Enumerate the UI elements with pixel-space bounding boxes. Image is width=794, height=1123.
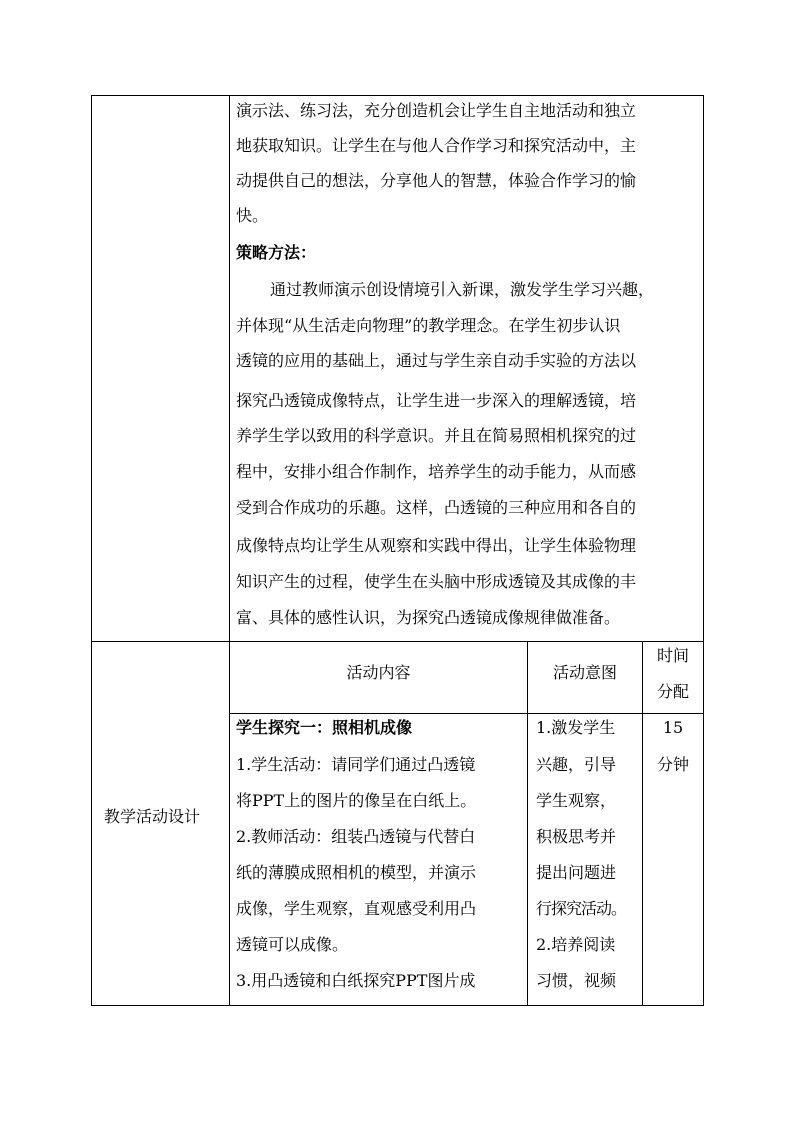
table-top-border	[91, 95, 703, 96]
content-line: 成像，学生观察，直观感受利用凸	[236, 899, 477, 918]
strategy-heading: 策略方法：	[236, 243, 317, 262]
paragraph-line: 快。	[236, 206, 269, 225]
intent-line: 积极思考并	[536, 827, 617, 846]
strategy-line: 探究凸透镜成像特点，让学生进一步深入的理解透镜，培	[236, 391, 637, 410]
intent-line: 2.培养阅读	[536, 935, 616, 954]
strategy-line: 受到合作成功的乐趣。这样，凸透镜的三种应用和各自的	[236, 498, 637, 517]
time-value: 15	[662, 718, 684, 737]
strategy-line: 透镜的应用的基础上，通过与学生亲自动手实验的方法以	[236, 351, 637, 370]
header-activity-content: 活动内容	[346, 663, 411, 682]
content-line: 透镜可以成像。	[236, 935, 349, 954]
content-line: 纸的薄膜成照相机的模型，并演示	[236, 863, 477, 882]
strategy-line: 富、具体的感性认识，为探究凸透镜成像规律做准备。	[236, 608, 621, 627]
intent-line: 1.激发学生	[536, 718, 616, 737]
intent-line: 兴趣，引导	[536, 755, 617, 774]
header-activity-intent: 活动意图	[552, 663, 617, 682]
table-left-border	[91, 95, 92, 1006]
intent-line: 提出问题进	[536, 863, 617, 882]
content-heading: 学生探究一：照相机成像	[236, 718, 413, 737]
content-line: 3.用凸透镜和白纸探究PPT图片成	[236, 971, 476, 990]
paragraph-line: 动提供自己的想法，分享他人的智慧，体验合作学习的愉	[236, 171, 637, 190]
table-bottom-border	[91, 1005, 703, 1006]
strategy-line: 知识产生的过程，使学生在头脑中形成透镜及其成像的丰	[236, 572, 637, 591]
content-line: 1.学生活动：请同学们通过凸透镜	[236, 755, 476, 774]
intent-line: 学生观察，	[536, 791, 617, 810]
strategy-line: 程中，安排小组合作制作，培养学生的动手能力，从而感	[236, 462, 637, 481]
content-line: 2.教师活动：组装凸透镜与代替白	[236, 827, 476, 846]
paragraph-line: 地获取知识。让学生在与他人合作学习和探究活动中，主	[236, 136, 637, 155]
table-right-border	[703, 95, 704, 1006]
time-unit: 分钟	[656, 755, 689, 774]
table-row-divider	[91, 641, 703, 642]
label-column-divider	[229, 95, 230, 1006]
paragraph-line: 演示法、练习法，充分创造机会让学生自主地活动和独立	[236, 101, 637, 120]
header-time-line2: 分配	[656, 682, 689, 701]
content-column-divider	[527, 641, 528, 1006]
intent-line: 习惯，视频	[536, 971, 617, 990]
strategy-line: 并体现“从生活走向物理”的教学理念。在学生初步认识	[236, 316, 621, 335]
row-label: 教学活动设计	[104, 807, 201, 826]
intent-line: 行探究活动。	[536, 899, 627, 918]
content-line: 将PPT上的图片的像呈在白纸上。	[236, 791, 477, 810]
strategy-line: 成像特点均让学生从观察和实践中得出，让学生体验物理	[236, 536, 637, 555]
strategy-line: 养学生学以致用的科学意识。并且在简易照相机探究的过	[236, 426, 637, 445]
strategy-line: 通过教师演示创设情境引入新课，激发学生学习兴趣，	[270, 280, 655, 299]
header-time-line1: 时间	[656, 646, 689, 665]
header-row-divider	[229, 713, 703, 714]
